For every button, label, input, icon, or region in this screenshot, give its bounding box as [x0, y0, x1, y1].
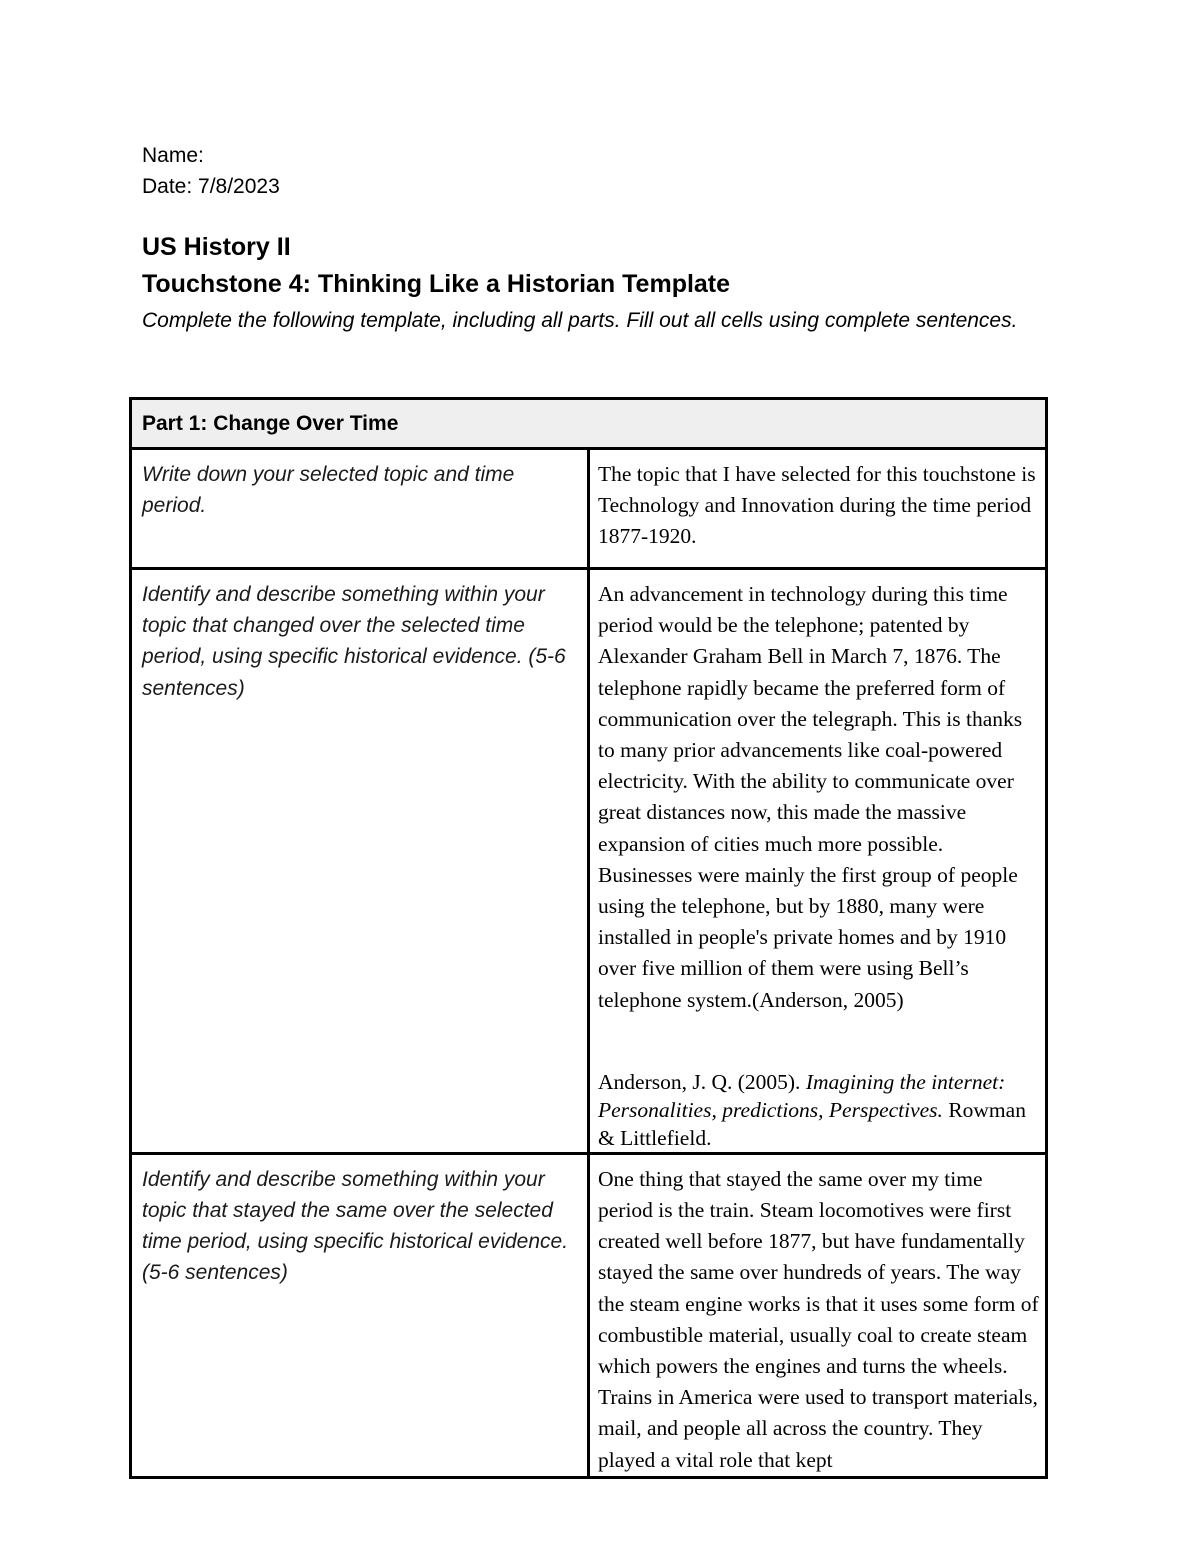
instructions-text: Complete the following template, including all parts. Fill out all cells using complete sentences.: [142, 309, 1018, 332]
answer-cell[interactable]: [589, 569, 1047, 1154]
prompt-cell: [131, 449, 589, 569]
answer-cell[interactable]: [589, 1153, 1047, 1477]
course-title: US History II: [142, 233, 291, 261]
table-row: [131, 1153, 1047, 1477]
date-line: Date: 7/8/2023: [142, 175, 280, 198]
citation-publisher: Rowman & Littlefield.: [598, 1097, 1026, 1150]
prompt-cell: [131, 1153, 589, 1477]
citation-author: Anderson, J. Q. (2005).: [598, 1069, 806, 1094]
answer-text: One thing that stayed the same over my time period is the train. Steam locomotives were first created well before 1877, but have fundamentally stayed the same over hundreds of years. The way the steam engine works is that it uses some form of combustible material, usually coal to create steam which powers the engines and turns the wheels.: [598, 1166, 1039, 1379]
section-header-row: [131, 399, 1047, 449]
prompt-text: Identify and describe something within your topic that stayed the same over the selected time period, using specific historical evidence. (5-6 sentences): [142, 1167, 569, 1285]
answer-cell[interactable]: [589, 449, 1047, 569]
citation-title: Imagining the internet: Personalities, predictions, Perspectives.: [598, 1069, 1006, 1122]
template-table: [129, 397, 1048, 1479]
answer-text: An advancement in technology during this time period would be the telephone; patented by Alexander Graham Bell in March 7, 1876. The telephone rapidly became the preferred form of communication over the telegraph. This is thanks to many prior advancements like coal-powered electricity. With the ability to communicate over great distances now, this made the massive expansion of cities much more possible. Businesses were mainly the first group of people using the telephone, but by 1880, many were installed in people's private homes and by 1910 over five million of them were using Bell’s telephone system.(Anderson, 2005): [598, 582, 1023, 1012]
prompt-text: Identify and describe something within your topic that changed over the selected time period, using specific historical evidence. (5-6 sentences): [142, 583, 566, 700]
prompt-text: Write down your selected topic and time period.: [142, 463, 515, 518]
name-line: Name:: [142, 144, 204, 167]
answer-text-continued: Trains in America were used to transport materials, mail, and people all across the country. They played a vital role that kept: [598, 1385, 1038, 1472]
table-row: [131, 449, 1047, 569]
touchstone-title: Touchstone 4: Thinking Like a Historian Template: [142, 270, 731, 298]
table-row: [131, 569, 1047, 1154]
section-header: Part 1: Change Over Time: [131, 399, 1047, 449]
citation: [598, 1068, 1039, 1152]
prompt-cell: [131, 569, 589, 1154]
answer-text: The topic that I have selected for this touchstone is Technology and Innovation during the time period 1877-1920.: [598, 462, 1036, 549]
